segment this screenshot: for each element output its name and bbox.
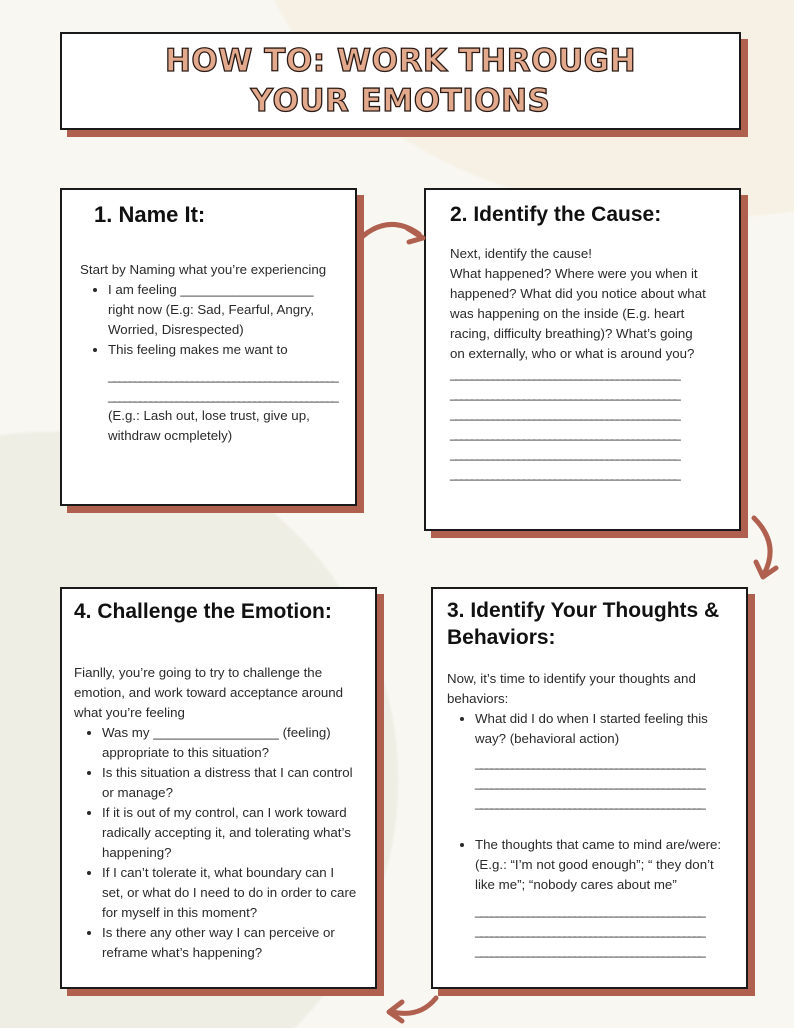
- step2-heading: 2. Identify the Cause:: [450, 203, 662, 226]
- step2-card: [424, 188, 741, 531]
- page-title: HOW TO: WORK THROUGH YOUR EMOTIONS: [164, 43, 637, 119]
- answer-blank[interactable]: ____________________________________________: [108, 388, 337, 403]
- list-item: • If I can’t tolerate it, what boundary can I set, or what do I need to do in order to care for myself in this moment?: [102, 863, 359, 923]
- step4-list: [74, 723, 359, 963]
- answer-blank[interactable]: ____________________________________________: [450, 366, 679, 381]
- arrow-icon: [740, 510, 790, 585]
- list-item: • I am feeling __________________ right now (E.g: Sad, Fearful, Angry, Worried, Disrespected): [108, 280, 341, 340]
- list-item: • This feeling makes me want to ____________________________________________ ____________________________________________ (E.g.: Lash out, lose trust, give up, withdraw ocmpletely): [108, 340, 341, 446]
- step1-heading: 1. Name It:: [94, 202, 206, 227]
- step1-list: [80, 280, 341, 446]
- step3-card: [431, 587, 748, 989]
- step1-intro: Start by Naming what you’re experiencing: [80, 262, 327, 277]
- arrow-icon: [355, 210, 435, 250]
- step4-heading: 4. Challenge the Emotion:: [74, 600, 332, 623]
- list-item: • Is this situation a distress that I can control or manage?: [102, 763, 359, 803]
- step1-example: (E.g.: Lash out, lose trust, give up, withdraw ocmpletely): [108, 408, 310, 443]
- answer-blank[interactable]: ____________________________________________: [450, 426, 679, 441]
- list-item: • Was my _________________ (feeling) appropriate to this situation?: [102, 723, 359, 763]
- answer-blank[interactable]: ____________________________________________: [475, 755, 704, 770]
- answer-blank[interactable]: ____________________________________________: [450, 386, 679, 401]
- list-item: • What did I do when I started feeling this way? (behavioral action) ____________________________________________ ____________________________________________ ____________________________________________: [475, 709, 728, 813]
- step4-card: [60, 587, 377, 989]
- step1-card: [60, 188, 357, 506]
- answer-blank[interactable]: ____________________________________________: [450, 406, 679, 421]
- answer-blank[interactable]: ____________________________________________: [475, 903, 704, 918]
- arrow-icon: [380, 990, 445, 1028]
- step2-line1: Next, identify the cause!: [450, 246, 592, 261]
- list-item: • The thoughts that came to mind are/were: (E.g.: “I’m not good enough”; “ they don’t like me”; “nobody cares about me” ____________________________________________ ____________________________________________ ____________________________________________: [475, 835, 728, 961]
- title-box: [60, 32, 741, 130]
- answer-blank[interactable]: ____________________________________________: [475, 923, 704, 938]
- answer-blank[interactable]: ____________________________________________: [475, 943, 704, 958]
- answer-blank[interactable]: ____________________________________________: [475, 795, 704, 810]
- answer-blank[interactable]: ____________________________________________: [450, 466, 679, 481]
- step4-intro: Fianlly, you’re going to try to challenge the emotion, and work toward acceptance around what you’re feeling: [74, 665, 344, 720]
- answer-blank[interactable]: ____________________________________________: [108, 368, 337, 383]
- list-item: • Is there any other way I can perceive or reframe what’s happening?: [102, 923, 359, 963]
- step3-intro: Now, it’s time to identify your thoughts and behaviors:: [447, 671, 696, 706]
- step3-list: [447, 709, 728, 961]
- list-item: • If it is out of my control, can I work toward radically accepting it, and tolerating what’s happening?: [102, 803, 359, 863]
- answer-blank[interactable]: ____________________________________________: [450, 446, 679, 461]
- step3-heading: 3. Identify Your Thoughts & Behaviors:: [447, 599, 720, 649]
- answer-blank[interactable]: ____________________________________________: [475, 775, 704, 790]
- step2-body: What happened? Where were you when it happened? What did you notice about what was happening on the inside (E.g. heart racing, difficulty breathing)? What’s going on externally, who or what is around you?: [450, 266, 706, 361]
